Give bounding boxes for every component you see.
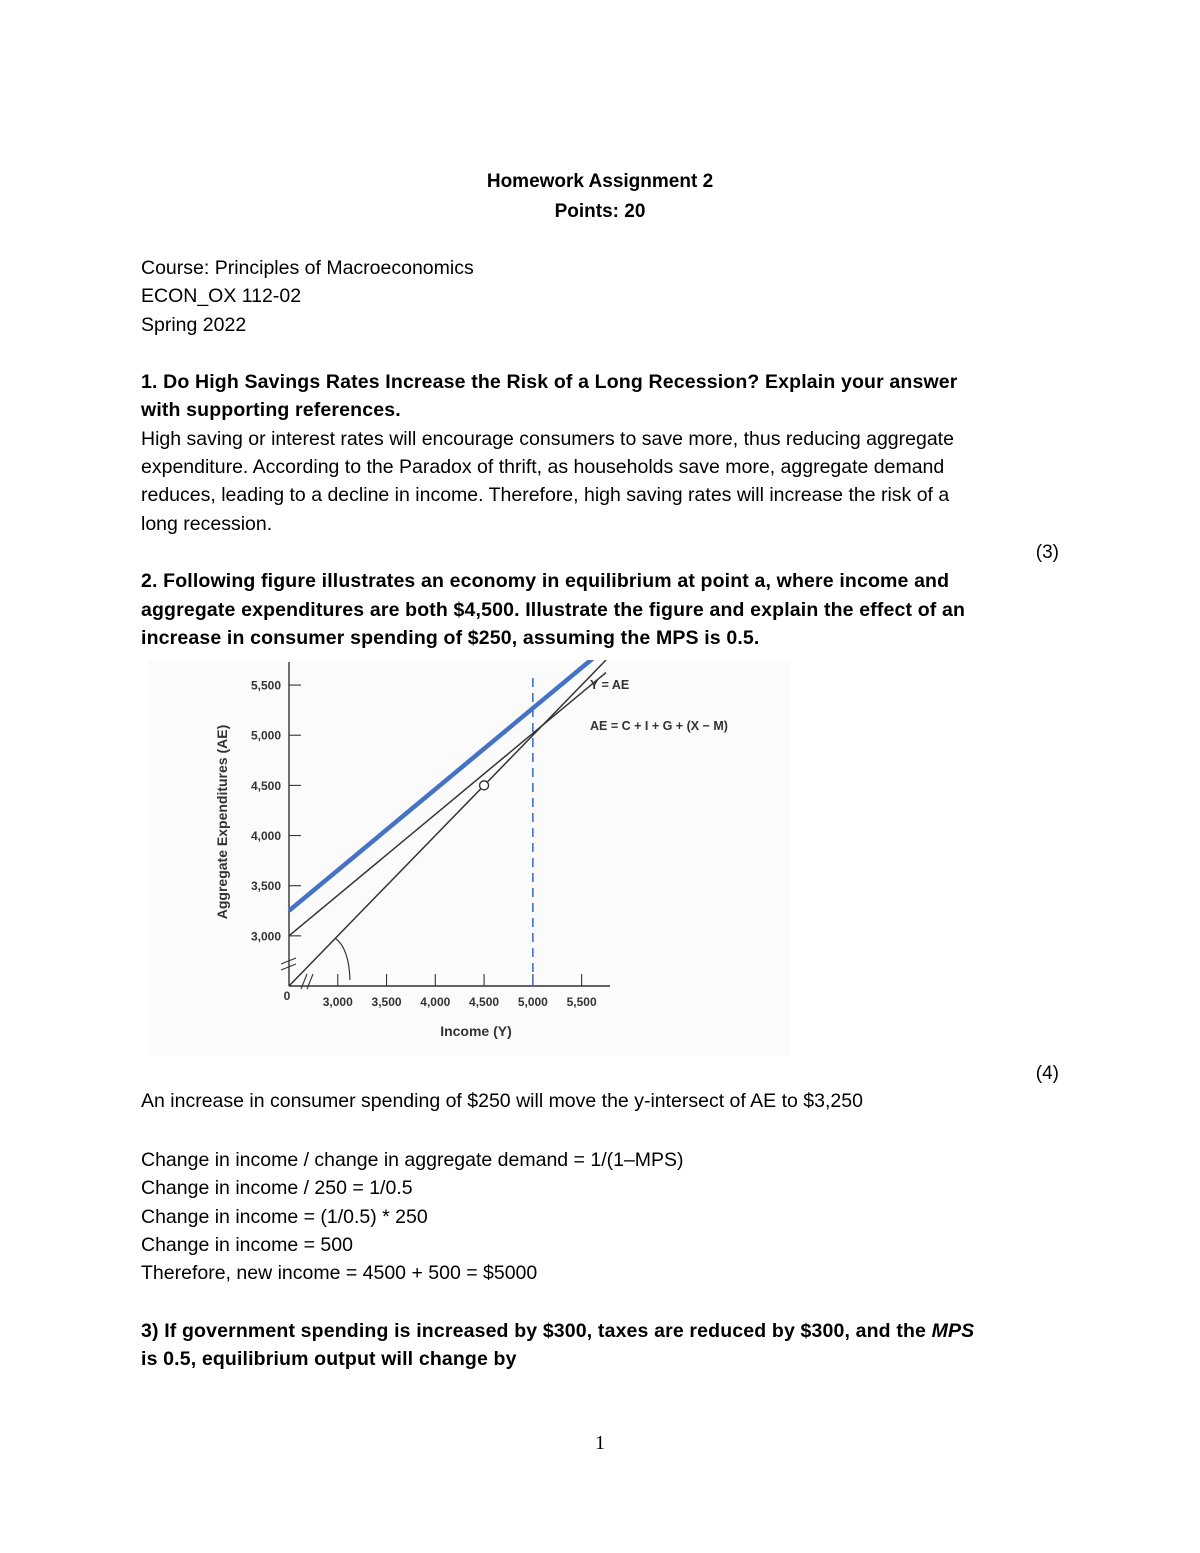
q3-question-text: 3) If government spending is increased by $300, taxes are reduced by $300, and the	[141, 1320, 932, 1342]
x-axis-label: Income (Y)	[440, 1023, 512, 1039]
x-axis-break-mark	[301, 974, 313, 989]
y-equals-ae-line	[289, 660, 606, 986]
q2-answer-intro: An increase in consumer spending of $250 will move the y-intersect of AE to $3,250	[141, 1090, 863, 1112]
q1-question-line1: 1. Do High Savings Rates Increase the Risk of a Long Recession? Explain your answer	[141, 371, 958, 393]
course-code: ECON_OX 112-02	[141, 285, 302, 307]
x-tick-label: 4,500	[469, 995, 500, 1009]
q1-answer-line2: expenditure. According to the Paradox of thrift, as households save more, aggregate demand	[141, 456, 945, 478]
q2-question-line2: aggregate expenditures are both $4,500. Illustrate the figure and explain the effect of an	[141, 599, 966, 621]
points-total: Points: 20	[554, 201, 646, 222]
q2-points: (4)	[1035, 1063, 1059, 1084]
label-ae-function: AE = C + I + G + (X − M)	[590, 719, 728, 733]
q1-answer-line4: long recession.	[141, 513, 273, 535]
q3-mps-italic: MPS	[931, 1320, 975, 1342]
y-tick-label: 4,500	[250, 778, 281, 793]
x-tick-label: 3,000	[322, 995, 353, 1009]
equilibrium-point-a	[480, 781, 489, 790]
x-tick-label: 5,500	[566, 995, 597, 1009]
angle-arc	[335, 938, 350, 980]
q3-question-line1	[141, 1320, 974, 1343]
q2-question-line3: increase in consumer spending of $250, assuming the MPS is 0.5.	[141, 627, 760, 649]
q2-calc-line: Change in income / 250 = 1/0.5	[141, 1177, 413, 1199]
q1-answer-line1: High saving or interest rates will encourage consumers to save more, thus reducing aggregate	[141, 428, 954, 450]
y-tick-label: 5,500	[250, 678, 281, 693]
q2-question-line1: 2. Following figure illustrates an economy in equilibrium at point a, where income and	[141, 570, 950, 592]
x-tick-label: 3,500	[371, 995, 402, 1009]
ae-figure	[148, 660, 790, 1056]
y-tick-label: 5,000	[250, 728, 281, 743]
origin-label: 0	[283, 989, 291, 1003]
y-tick-label: 4,000	[250, 829, 281, 844]
q1-answer-line3: reduces, leading to a decline in income. Therefore, high saving rates will increase the risk of a	[141, 484, 950, 506]
shifted-ae-line	[289, 660, 606, 911]
q1-question-line2: with supporting references.	[141, 399, 401, 421]
y-tick-label: 3,500	[250, 879, 281, 894]
q2-calc-line: Therefore, new income = 4500 + 500 = $5000	[141, 1262, 538, 1284]
q3-question-line2: is 0.5, equilibrium output will change by	[141, 1348, 517, 1370]
label-y-equals-ae: Y = AE	[590, 678, 630, 692]
ae-chart	[148, 660, 790, 1056]
document-title: Homework Assignment 2	[486, 171, 714, 192]
y-axis-label: Aggregate Expenditures (AE)	[214, 724, 230, 920]
x-tick-label: 4,000	[420, 995, 451, 1009]
q2-calc-line: Change in income / change in aggregate demand = 1/(1–MPS)	[141, 1149, 684, 1171]
page-number: 1	[595, 1432, 605, 1454]
x-tick-label: 5,000	[517, 995, 548, 1009]
ae-function-line	[289, 673, 606, 936]
course-name: Course: Principles of Macroeconomics	[141, 257, 474, 279]
q2-calc-line: Change in income = 500	[141, 1234, 353, 1256]
q2-calc-line: Change in income = (1/0.5) * 250	[141, 1206, 428, 1228]
q1-points: (3)	[1035, 542, 1059, 563]
y-tick-label: 3,000	[250, 929, 281, 944]
course-term: Spring 2022	[141, 314, 247, 336]
